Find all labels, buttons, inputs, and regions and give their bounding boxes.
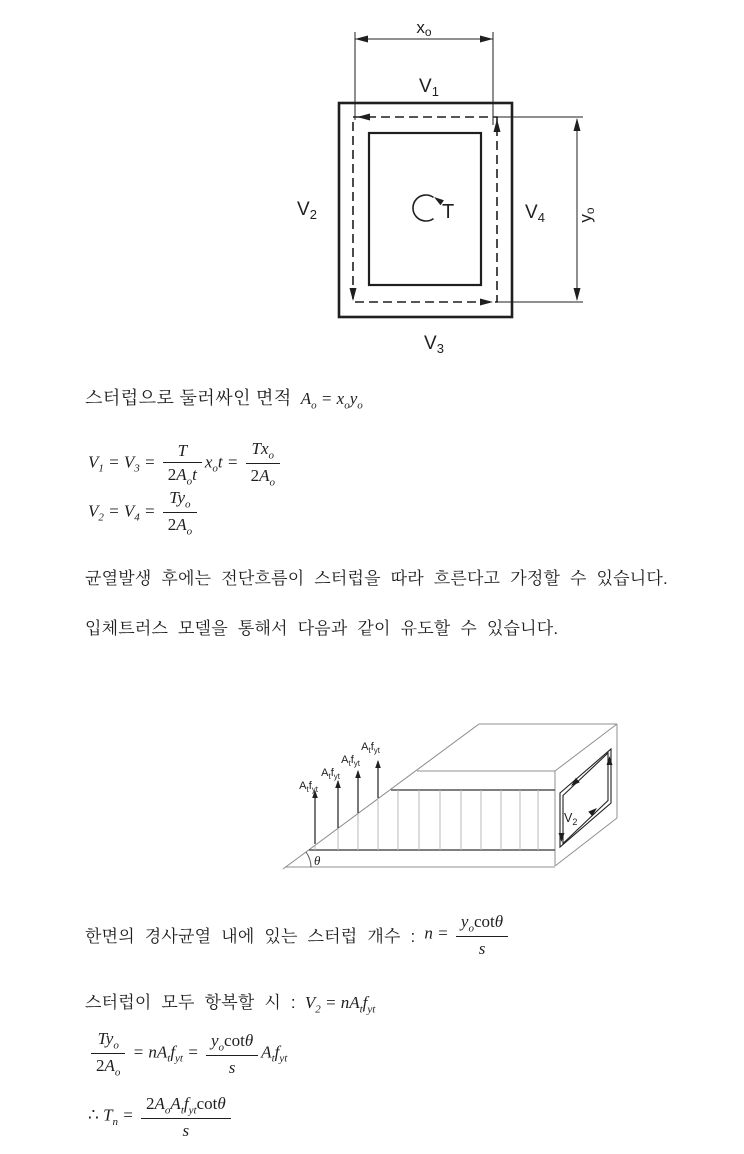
diagonal-crack-line bbox=[283, 724, 479, 869]
stirrup-yield-equation: $V_2 = nA_tf_{yt}$ bbox=[304, 993, 376, 1016]
theta-angle-arc bbox=[306, 852, 311, 868]
stirrup-count-text: 한면의 경사균열 내에 있는 스터럽 개수 : bbox=[85, 927, 416, 947]
shear-flow-arrow-right bbox=[480, 299, 493, 306]
shear-flow-arrow-left bbox=[357, 114, 370, 121]
enclosed-area-equation: $A_o = x_oy_o$ bbox=[300, 389, 363, 412]
v3-label: $V_3$ bbox=[424, 333, 444, 356]
stirrup-force-label-4: $A_tf_{yt}$ bbox=[361, 741, 380, 755]
equation-chain: $\frac{Ty_o}{2A_o}$ = $nA_tf_{yt}$ = $\frac{y_o\cot\theta}{s}$ $A_tf_{yt}$ bbox=[88, 1028, 287, 1079]
v1-label: $V_1$ bbox=[419, 76, 439, 99]
stirrup-force-label-1: $A_tf_{yt}$ bbox=[299, 780, 318, 794]
torque-label: T bbox=[442, 201, 455, 223]
equation-tn-result: ∴ $T_n$ = $\frac{2A_oA_tf_{yt}\cot\theta}{s}$ bbox=[88, 1093, 234, 1140]
shear-flow-arrow-up bbox=[494, 119, 501, 132]
stirrup-yield-text: 스터럽이 모두 항복할 시 : bbox=[85, 993, 296, 1012]
paragraph-shear-flow: 균열발생 후에는 전단흐름이 스터럽을 따라 흐른다고 가정할 수 있습니다. bbox=[85, 569, 668, 588]
stirrup-count-equation: n = $\frac{y_o\cot\theta}{s}$ bbox=[424, 911, 511, 958]
equation-v2-v4: $V_2 = V_4$ = $\frac{Ty_o}{2A_o}$ bbox=[88, 487, 200, 538]
stirrup-force-label-2: $A_tf_{yt}$ bbox=[321, 767, 340, 781]
web-chord-lines bbox=[309, 790, 555, 850]
shear-flow-arrow-down bbox=[350, 288, 357, 301]
stirrup-force-label-3: $A_tf_{yt}$ bbox=[341, 754, 360, 768]
loop-arrow-right-up bbox=[607, 756, 613, 765]
v4-label: $V_4$ bbox=[525, 202, 545, 225]
paragraph-space-truss: 입체트러스 모델을 통해서 다음과 같이 유도할 수 있습니다. bbox=[85, 619, 559, 638]
y0-dimension-label: yo bbox=[576, 207, 597, 223]
torque-arrow-icon bbox=[413, 195, 444, 221]
equation-v1-v3: $V_1 = V_3$ = $\frac{T}{2A_ot}$ $x_ot$ = $\frac{Tx_o}{2A_o}$ bbox=[88, 438, 283, 489]
end-face-stirrup-loop bbox=[559, 749, 613, 847]
enclosed-area-line bbox=[85, 384, 363, 411]
inner-section-rectangle bbox=[369, 133, 481, 285]
stirrup-yield-line bbox=[85, 988, 375, 1015]
beam-outline bbox=[285, 724, 617, 867]
v2-label: $V_2$ bbox=[297, 199, 317, 222]
theta-label: θ bbox=[314, 853, 321, 868]
torsion-section-diagram bbox=[285, 15, 615, 360]
stirrup-count-line bbox=[85, 911, 511, 958]
x0-dimension-label: xo bbox=[416, 18, 432, 39]
v2-shear-label: $V_2$ bbox=[564, 811, 578, 827]
loop-arrow-left-down bbox=[559, 833, 565, 842]
stirrup-dashed-loop bbox=[350, 114, 501, 306]
enclosed-area-text: 스터럽으로 둘러싸인 면적 bbox=[85, 388, 292, 408]
loop-arrow-top bbox=[569, 778, 580, 788]
space-truss-diagram bbox=[270, 700, 700, 895]
